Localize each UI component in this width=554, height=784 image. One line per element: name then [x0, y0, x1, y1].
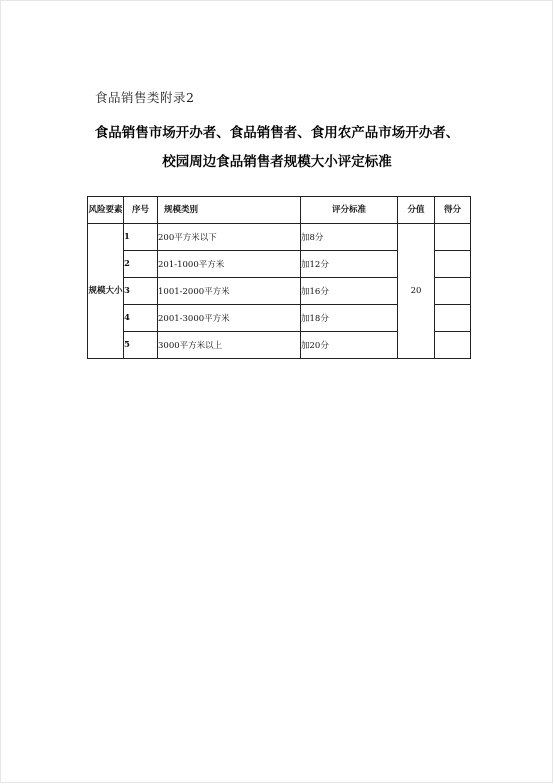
row-criteria: 加20分 [301, 332, 398, 359]
table-header-row [88, 197, 471, 224]
header-score: 得分 [435, 197, 471, 224]
score-cell[interactable] [435, 251, 471, 278]
header-risk-factor: 风险要素 [88, 197, 124, 224]
row-no: 4 [124, 305, 158, 332]
row-category: 201-1000平方米 [158, 251, 301, 278]
header-points: 分值 [398, 197, 435, 224]
row-criteria: 加18分 [301, 305, 398, 332]
row-no: 5 [124, 332, 158, 359]
appendix-label: 食品销售类附录2 [95, 90, 195, 105]
row-category: 200平方米以下 [158, 224, 301, 251]
document-title-line-1: 食品销售市场开办者、食品销售者、食用农产品市场开办者、 [94, 125, 460, 141]
score-cell[interactable] [435, 278, 471, 305]
row-no: 1 [124, 224, 158, 251]
scoring-table [87, 196, 471, 359]
points-cell: 20 [398, 224, 435, 359]
score-cell[interactable] [435, 305, 471, 332]
row-no: 2 [124, 251, 158, 278]
score-cell[interactable] [435, 224, 471, 251]
row-criteria: 加12分 [301, 251, 398, 278]
score-cell[interactable] [435, 332, 471, 359]
header-serial-no: 序号 [124, 197, 158, 224]
header-scale-category: 规模类别 [158, 197, 301, 224]
row-no: 3 [124, 278, 158, 305]
header-scoring-criteria: 评分标准 [301, 197, 398, 224]
table-row [88, 224, 471, 251]
row-criteria: 加16分 [301, 278, 398, 305]
row-criteria: 加8分 [301, 224, 398, 251]
row-category: 2001-3000平方米 [158, 305, 301, 332]
row-category: 1001-2000平方米 [158, 278, 301, 305]
risk-factor-cell: 规模大小 [88, 224, 124, 359]
row-category: 3000平方米以上 [158, 332, 301, 359]
document-title-line-2: 校园周边食品销售者规模大小评定标准 [162, 154, 392, 170]
